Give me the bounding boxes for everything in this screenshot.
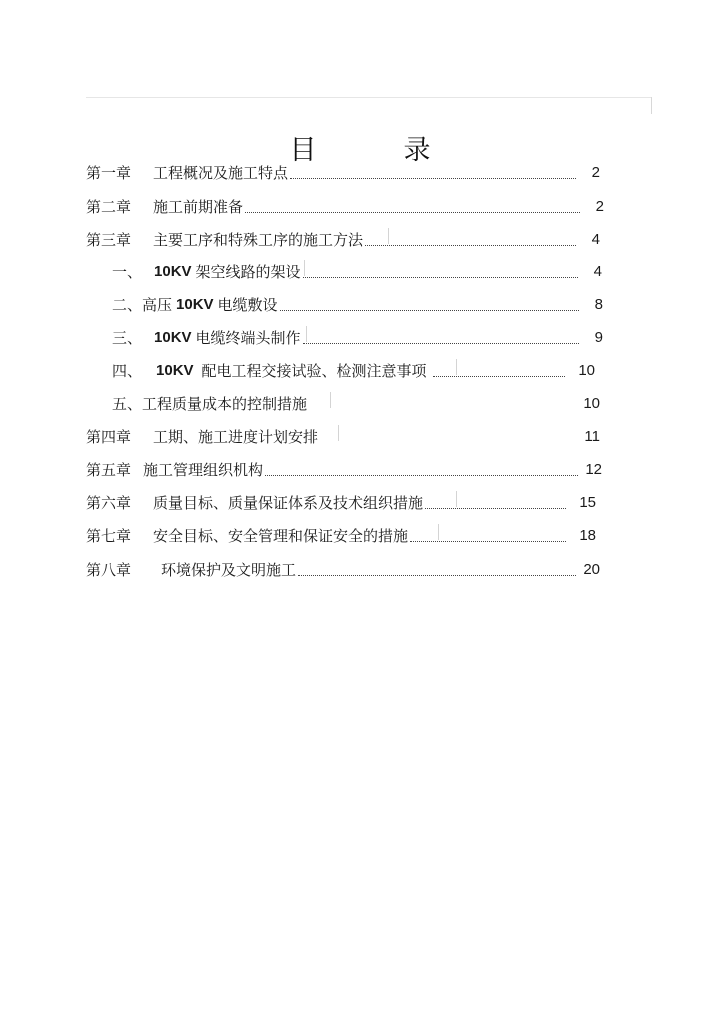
toc-entry-page: 10 — [583, 395, 600, 412]
toc-entry-number: 一、 — [112, 263, 143, 281]
toc-leader — [245, 212, 580, 213]
toc-entry-number: 第八章 — [86, 561, 132, 579]
toc-entry-page: 10 — [578, 362, 595, 379]
toc-entry-text: 工期、施工进度计划安排 — [153, 428, 319, 446]
toc-leader — [298, 575, 576, 576]
toc-entry-chapter-2[interactable] — [86, 194, 604, 216]
toc-entry-text: 环境保护及文明施工 — [161, 561, 297, 579]
toc-title: 目 录 — [289, 135, 461, 166]
toc-entry-text: 电缆终端头制作 — [195, 329, 301, 347]
toc-entry-chapter-4[interactable] — [86, 424, 600, 446]
toc-entry-page: 9 — [594, 329, 603, 346]
toc-leader — [303, 277, 578, 278]
toc-entry-page: 4 — [593, 263, 602, 280]
toc-entry-section-2[interactable] — [112, 292, 603, 314]
toc-leader — [303, 343, 579, 344]
toc-entry-text: 工程概况及施工特点 — [153, 164, 289, 182]
toc-entry-number: 第六章 — [86, 494, 132, 512]
toc-entry-number: 五、 — [112, 395, 143, 413]
margin-mark — [438, 524, 439, 540]
toc-entry-text: 工程质量成本的控制措施 — [142, 395, 308, 413]
toc-entry-text: 质量目标、质量保证体系及技术组织措施 — [153, 494, 424, 512]
toc-entry-chapter-7[interactable] — [86, 523, 596, 545]
toc-entry-text: 配电工程交接试验、检测注意事项 — [201, 362, 427, 380]
toc-entry-page: 20 — [583, 561, 600, 578]
toc-leader — [433, 376, 565, 377]
toc-entry-number: 第三章 — [86, 231, 132, 249]
toc-entry-number: 第七章 — [86, 527, 132, 545]
toc-entry-text: 架空线路的架设 — [195, 263, 301, 281]
toc-entry-number: 四、 — [112, 362, 143, 380]
margin-mark — [388, 228, 389, 244]
toc-entry-page: 15 — [579, 494, 596, 511]
header-rule — [86, 97, 652, 98]
toc-entry-text: 施工管理组织机构 — [143, 461, 264, 479]
toc-entry-chapter-6[interactable] — [86, 490, 596, 512]
toc-entry-chapter-3[interactable] — [86, 227, 600, 249]
toc-entry-text: 电缆敷设 — [217, 296, 278, 314]
toc-entry-latin: 10KV — [176, 296, 214, 313]
toc-entry-section-4[interactable] — [112, 358, 595, 380]
margin-mark — [306, 326, 307, 342]
toc-entry-page: 8 — [594, 296, 603, 313]
toc-entry-number: 第五章 — [86, 461, 132, 479]
toc-entry-number: 二、高压 — [112, 296, 173, 314]
toc-entry-page: 2 — [595, 198, 604, 215]
toc-entry-page: 11 — [584, 428, 600, 445]
margin-mark — [304, 260, 305, 276]
toc-entry-latin: 10KV — [154, 329, 192, 346]
toc-entry-text: 主要工序和特殊工序的施工方法 — [153, 231, 364, 249]
toc-entry-text: 施工前期准备 — [153, 198, 244, 216]
margin-mark — [456, 359, 457, 375]
toc-entry-number: 第四章 — [86, 428, 132, 446]
toc-entry-section-1[interactable] — [112, 259, 602, 281]
toc-entry-page: 12 — [585, 461, 602, 478]
toc-entry-number: 第一章 — [86, 164, 132, 182]
header-corner-mark — [651, 97, 652, 114]
toc-leader — [425, 508, 566, 509]
toc-entry-chapter-5[interactable] — [86, 457, 602, 479]
toc-entry-latin: 10KV — [156, 362, 194, 379]
toc-entry-section-5[interactable] — [112, 391, 600, 413]
toc-entry-number: 第二章 — [86, 198, 132, 216]
toc-entry-number: 三、 — [112, 329, 143, 347]
toc-leader — [410, 541, 566, 542]
toc-leader — [280, 310, 579, 311]
toc-entry-section-3[interactable] — [112, 325, 603, 347]
toc-entry-chapter-8[interactable] — [86, 557, 600, 579]
toc-entry-page: 4 — [591, 231, 600, 248]
toc-entry-chapter-1[interactable] — [86, 160, 600, 182]
toc-entry-page: 18 — [579, 527, 596, 544]
margin-mark — [330, 392, 331, 408]
margin-mark — [456, 491, 457, 507]
toc-entry-latin: 10KV — [154, 263, 192, 280]
margin-mark — [338, 425, 339, 441]
toc-leader — [365, 245, 576, 246]
toc-leader — [290, 178, 576, 179]
toc-entry-page: 2 — [591, 164, 600, 181]
toc-leader — [265, 475, 578, 476]
toc-entry-text: 安全目标、安全管理和保证安全的措施 — [153, 527, 409, 545]
